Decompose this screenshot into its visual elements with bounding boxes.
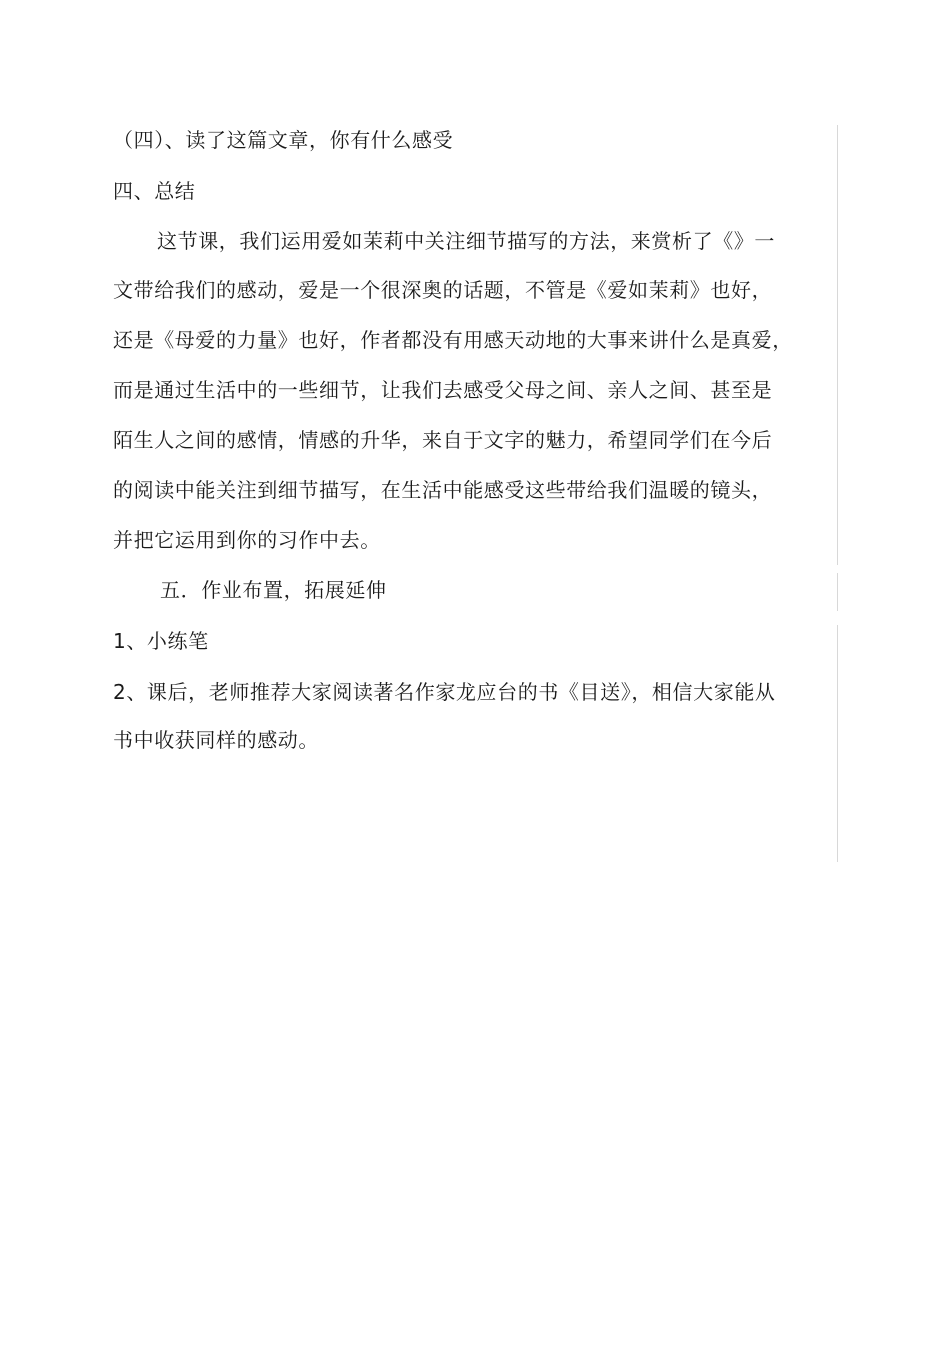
summary-paragraph-line-6: 的阅读中能关注到细节描写，在生活中能感受这些带给我们温暖的镜头， — [113, 478, 773, 502]
summary-paragraph-line-1: 这节课，我们运用爱如茉莉中关注细节描写的方法，来赏析了《》一 — [157, 229, 775, 253]
summary-paragraph-line-5: 陌生人之间的感情，情感的升华，来自于文字的魅力，希望同学们在今后 — [113, 428, 773, 452]
margin-rule-middle — [837, 573, 838, 611]
margin-rule-lower — [837, 625, 838, 862]
homework-item-2-line-1: 2、课后，老师推荐大家阅读著名作家龙应台的书《目送》，相信大家能从 — [113, 680, 776, 704]
homework-item-2-line-2: 书中收获同样的感动。 — [113, 728, 319, 752]
margin-rule-upper — [837, 125, 838, 565]
section-heading-summary: 四、总结 — [113, 179, 196, 203]
summary-paragraph-line-3: 还是《母爱的力量》也好，作者都没有用感天动地的大事来讲什么是真爱， — [113, 328, 793, 352]
summary-paragraph-line-7: 并把它运用到你的习作中去。 — [113, 528, 381, 552]
summary-paragraph-line-4: 而是通过生活中的一些细节，让我们去感受父母之间、亲人之间、甚至是 — [113, 378, 773, 402]
subsection-heading-4: （四）、读了这篇文章，你有什么感受 — [113, 128, 454, 152]
section-heading-homework: 五．作业布置，拓展延伸 — [160, 578, 387, 602]
homework-item-1: 1、小练笔 — [113, 629, 209, 653]
summary-paragraph-line-2: 文带给我们的感动，爱是一个很深奥的话题，不管是《爱如茉莉》也好， — [113, 278, 773, 302]
